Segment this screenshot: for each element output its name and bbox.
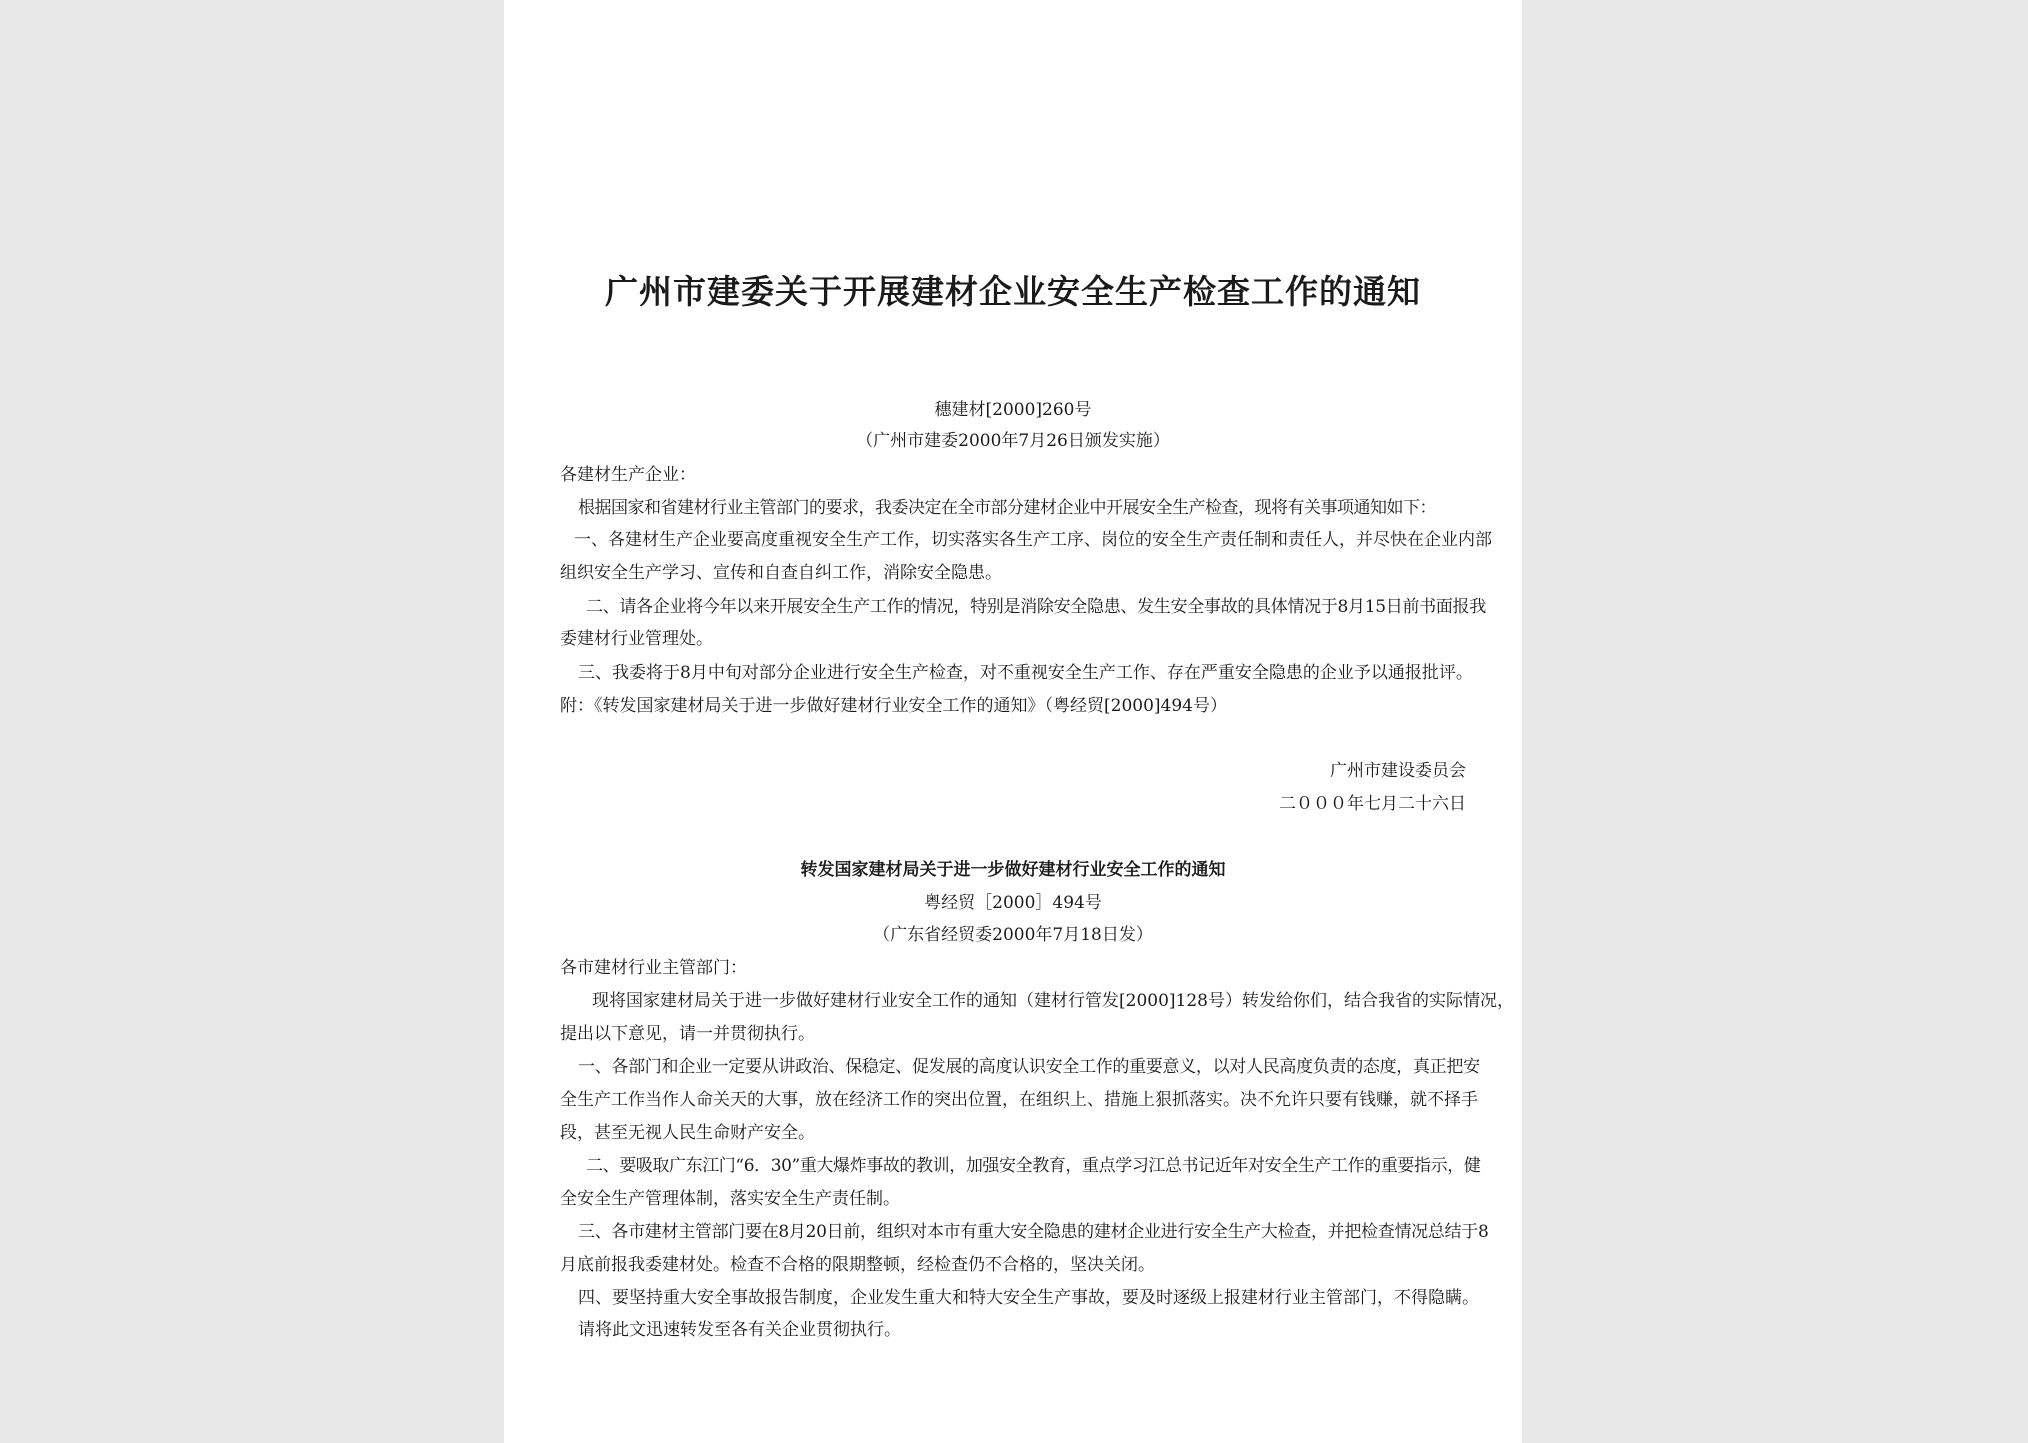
document-number: 穗建材[2000]260号 [934,400,1092,420]
attachment-salutation: 各市建材行业主管部门： [560,958,747,978]
body-line: 委建材行业管理处。 [560,629,713,649]
signer: 广州市建设委员会 [1330,761,1466,781]
salutation: 各建材生产企业： [560,465,696,485]
attachment-title: 转发国家建材局关于进一步做好建材行业安全工作的通知 [800,860,1226,880]
attachment-document-number: 粤经贸［2000］494号 [924,893,1102,913]
body-line: 一、各建材生产企业要高度重视安全生产工作，切实落实各生产工序、岗位的安全生产责任制和责任人，并尽快在企业内部 [574,530,1492,550]
signature-date: 二０００年七月二十六日 [1279,794,1466,814]
body-line: 二、请各企业将今年以来开展安全生产工作的情况，特别是消除安全隐患、发生安全事故的具体情况于8月15日前书面报我 [586,597,1486,617]
attachment-body-line: 月底前报我委建材处。检查不合格的限期整顿，经检查仍不合格的，坚决关闭。 [560,1255,1155,1275]
attachment-body-line: 二、要吸取广东江门“6．30”重大爆炸事故的教训，加强安全教育，重点学习江总书记近年对安全生产工作的重要指示，健 [586,1156,1481,1176]
attachment-closing-line: 请将此文迅速转发至各有关企业贯彻执行。 [578,1320,901,1340]
document-title: 广州市建委关于开展建材企业安全生产检查工作的通知 [605,272,1421,311]
attachment-body-line: 段，甚至无视人民生命财产安全。 [560,1123,815,1143]
attachment-body-line: 全生产工作当作人命关天的大事，放在经济工作的突出位置，在组织上、措施上狠抓落实。决不允许只要有钱赚，就不择手 [560,1090,1478,1110]
body-line: 根据国家和省建材行业主管部门的要求，我委决定在全市部分建材企业中开展安全生产检查，现将有关事项通知如下： [578,498,1436,518]
issue-note: （广州市建委2000年7月26日颁发实施） [856,431,1170,451]
document-page [504,0,1522,1443]
attachment-body-line: 全安全生产管理体制，落实安全生产责任制。 [560,1189,900,1209]
attachment-body-line: 提出以下意见，请一并贯彻执行。 [560,1024,815,1044]
attachment-body-line: 四、要坚持重大安全事故报告制度，企业发生重大和特大安全生产事故，要及时逐级上报建材行业主管部门，不得隐瞒。 [578,1288,1479,1308]
attachment-body-line: 三、各市建材主管部门要在8月20日前，组织对本市有重大安全隐患的建材企业进行安全生产大检查，并把检查情况总结于8 [578,1222,1489,1242]
attachment-line: 附：《转发国家建材局关于进一步做好建材行业安全工作的通知》（粤经贸[2000]494号） [560,696,1227,716]
attachment-issue-note: （广东省经贸委2000年7月18日发） [873,925,1153,945]
attachment-body-line: 一、各部门和企业一定要从讲政治、保稳定、促发展的高度认识安全工作的重要意义，以对人民高度负责的态度，真正把安 [578,1057,1480,1077]
body-line: 组织安全生产学习、宣传和自查自纠工作，消除安全隐患。 [560,563,1002,583]
body-line: 三、我委将于8月中旬对部分企业进行安全生产检查，对不重视安全生产工作、存在严重安全隐患的企业予以通报批评。 [578,663,1473,683]
attachment-body-line: 现将国家建材局关于进一步做好建材行业安全工作的通知（建材行管发[2000]128号）转发给你们，结合我省的实际情况， [592,991,1514,1011]
